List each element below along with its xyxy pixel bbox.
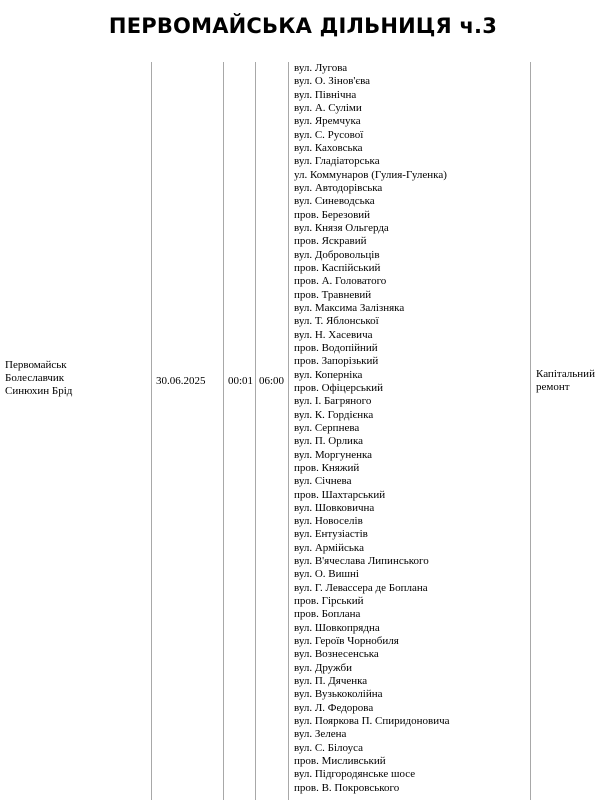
column-divider (530, 62, 531, 800)
street-item: вул. Лугова (294, 62, 348, 74)
street-item: пров. Каспійський (294, 261, 381, 274)
street-item: вул. О. Вишні (294, 568, 359, 581)
street-item: вул. П. Орлика (294, 435, 364, 448)
street-item: пров. В. Покровського (294, 781, 400, 794)
street-item: вул. Ентузіастів (294, 528, 368, 541)
column-divider (288, 62, 289, 800)
street-item: вул. Н. Хасевича (294, 328, 373, 341)
street-item: вул. Гладіаторська (294, 155, 380, 168)
street-item: вул. Максима Залізняка (294, 301, 405, 314)
street-item: вул. Добровольців (294, 248, 380, 261)
street-item: вул. Вузькоколійна (294, 688, 383, 701)
street-item: вул. Каховська (294, 141, 363, 154)
date-cell: 30.06.2025 (156, 375, 206, 387)
street-item: пров. Княжий (294, 461, 360, 474)
street-item: вул. Січнева (294, 475, 352, 488)
street-item: вул. Г. Левассера де Боплана (294, 581, 428, 594)
street-item: пров. Запорізький (294, 355, 379, 368)
street-item: вул. О. Зінов'єва (294, 75, 371, 88)
street-item: вул. Зелена (294, 728, 347, 741)
street-item: вул. Пояркова П. Спиридоновича (294, 715, 450, 728)
street-item: вул. П. Дяченка (294, 675, 368, 688)
street-item: вул. Князя Ольгерда (294, 221, 389, 234)
street-item: пров. Травневий (294, 288, 372, 301)
street-item: вул. Яремчука (294, 115, 361, 128)
street-item: пров. Яскравий (294, 235, 367, 248)
street-item: вул. Шовкопрядна (294, 621, 380, 634)
street-item: пров. Офіцерський (294, 381, 383, 394)
street-item: вул. Дружби (294, 661, 352, 674)
reason-line: ремонт (536, 381, 570, 393)
street-item: вул. Новоселів (294, 515, 363, 528)
street-list (294, 62, 450, 795)
reason-cell (536, 368, 604, 394)
street-item: вул. В'ячеслава Липинського (294, 555, 429, 568)
street-item: вул. Т. Яблонської (294, 315, 379, 328)
area-cell (5, 359, 151, 398)
street-item: вул. Коперніка (294, 368, 363, 381)
street-item: вул. Автодорівська (294, 181, 383, 194)
street-item: вул. Синеводська (294, 195, 375, 208)
column-divider (255, 62, 256, 800)
street-item: вул. Армійська (294, 541, 364, 554)
street-item: вул. І. Багряного (294, 395, 372, 408)
street-item: ул. Коммунаров (Гулия-Гуленка) (294, 168, 447, 181)
street-item: вул. Північна (294, 88, 357, 101)
area-line: Синюхин Брід (5, 385, 73, 397)
street-item: пров. Березовий (294, 208, 371, 221)
area-line: Болеславчик (5, 372, 65, 384)
street-item: пров. Боплана (294, 608, 361, 621)
time-to-cell: 06:00 (259, 375, 285, 387)
time-from-cell: 00:01 (228, 375, 254, 387)
street-item: пров. А. Головатого (294, 275, 387, 288)
street-item: вул. Вознесенська (294, 648, 379, 661)
street-item: пров. Мисливський (294, 755, 386, 768)
page-title: ПЕРВОМАЙСЬКА ДІЛЬНИЦЯ ч.3 (108, 14, 498, 38)
street-item: пров. Шахтарський (294, 488, 386, 501)
street-item: вул. Серпнева (294, 421, 360, 434)
column-divider (223, 62, 224, 800)
street-item: вул. К. Гордієнка (294, 408, 374, 421)
street-item: вул. С. Русової (294, 128, 364, 141)
column-divider (151, 62, 152, 800)
street-item: пров. Гірський (294, 595, 364, 608)
street-item: вул. Моргуненка (294, 448, 373, 461)
street-item: вул. Л. Федорова (294, 701, 374, 714)
outage-table (0, 62, 606, 800)
street-item: вул. Підгородянське шосе (294, 768, 416, 781)
reason-line: Капітальний (536, 368, 595, 380)
street-item: вул. С. Білоуса (294, 741, 364, 754)
street-item: вул. Героїв Чорнобиля (294, 635, 399, 648)
street-item: пров. Водопійний (294, 341, 378, 354)
area-line: Первомайськ (5, 359, 67, 371)
street-item: вул. А. Суліми (294, 101, 362, 114)
street-item: вул. Шовковична (294, 501, 375, 514)
